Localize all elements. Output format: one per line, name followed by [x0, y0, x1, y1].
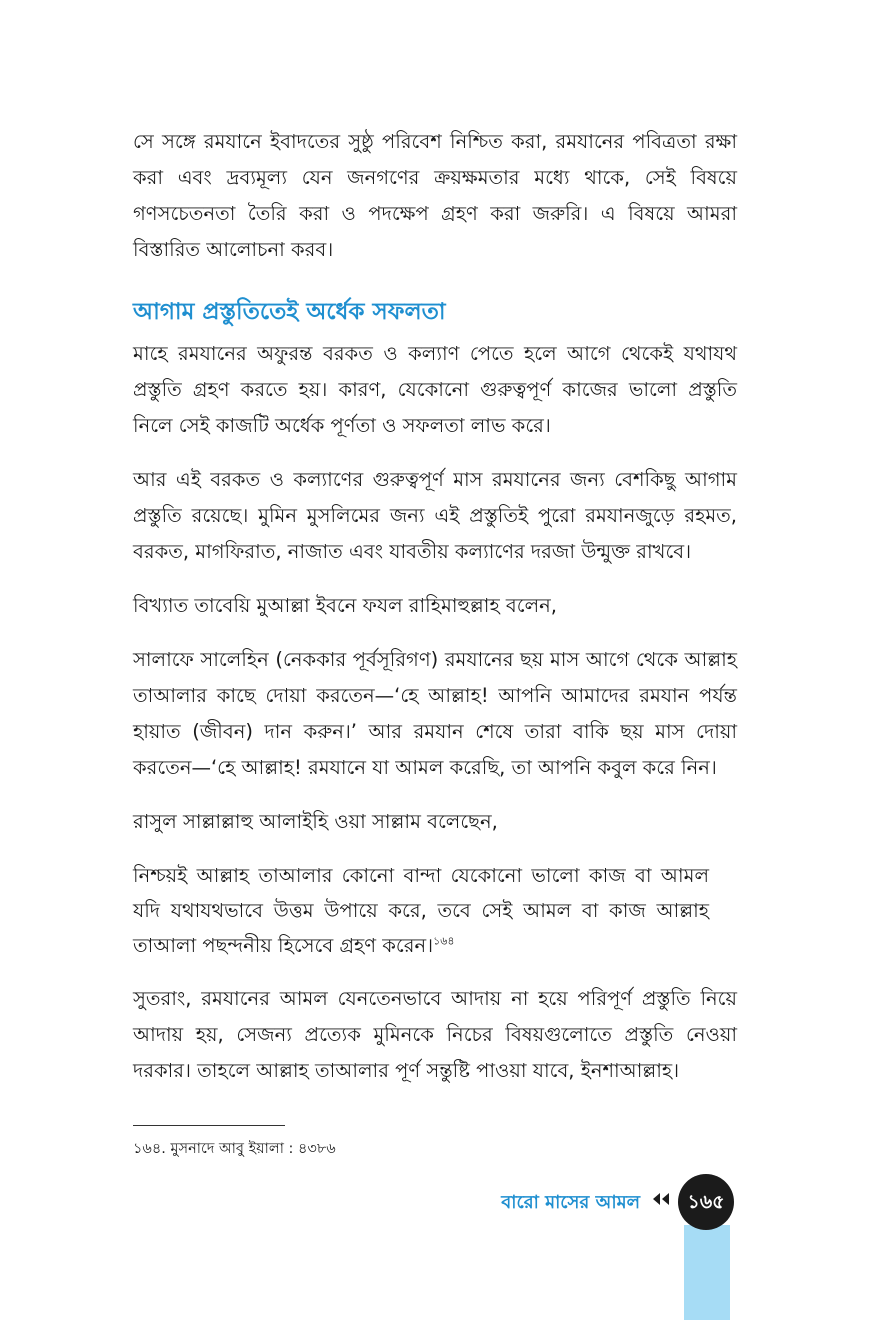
paragraph-1: মাহে রমযানের অফুরন্ত বরকত ও কল্যাণ পেতে হলে আগে থেকেই যথাযথ প্রস্তুতি গ্রহণ করতে হয়। কারণ, যেকোনো গুরুত্বপূর্ণ কাজের ভালো প্রস্তুতি নিলে সেই কাজটি অর্ধেক পূর্ণতা ও সফলতা লাভ করে।	[133, 342, 737, 437]
paragraph-2: আর এই বরকত ও কল্যাণের গুরুত্বপূর্ণ মাস রমযানের জন্য বেশকিছু আগাম প্রস্তুতি রয়েছে। মুমিন মুসলিমের জন্য এই প্রস্তুতিই পুরো রমযানজুড়ে রহমত, বরকত, মাগফিরাত, নাজাত এবং যাবতীয় কল্যাণের দরজা উন্মুক্ত রাখবে।	[133, 468, 737, 563]
paragraph-7: সুতরাং, রমযানের আমল যেনতেনভাবে আদায় না হয়ে পরিপূর্ণ প্রস্তুতি নিয়ে আদায় হয়, সেজন্য প্রত্যেক মুমিনকে নিচের বিষয়গুলোতে প্রস্তুতি নেওয়া দরকার। তাহলে আল্লাহ তাআলার পূর্ণ সন্তুষ্টি পাওয়া যাবে, ইনশাআল্লাহ।	[133, 987, 737, 1082]
footnote-ref[interactable]: ১৬৪	[433, 934, 455, 948]
footnote-divider	[133, 1125, 285, 1126]
paragraph-3: বিখ্যাত তাবেয়ি মুআল্লা ইবনে ফযল রাহিমাহুল্লাহ বলেন,	[133, 594, 557, 617]
section-heading: আগাম প্রস্তুতিতেই অর্ধেক সফলতা	[133, 299, 446, 325]
paragraph-4-quote: সালাফে সালেহিন (নেককার পূর্বসূরিগণ) রমযানের ছয় মাস আগে থেকে আল্লাহ তাআলার কাছে দোয়া করতেন—‘হে আল্লাহ! আপনি আমাদের রমযান পর্যন্ত হায়াত (জীবন) দান করুন।’ আর রমযান শেষে তারা বাকি ছয় মাস দোয়া করতেন—‘হে আল্লাহ! রমযানে যা আমল করেছি, তা আপনি কবুল করে নিন।	[133, 648, 737, 779]
page-tab-strip	[684, 1225, 730, 1320]
footnote: ১৬৪. মুসনাদে আবু ইয়ালা : ৪৩৮৬	[133, 1141, 336, 1157]
main-text	[133, 124, 737, 1107]
running-title: বারো মাসের আমল	[501, 1192, 640, 1213]
hadith-quote	[133, 858, 737, 963]
double-left-arrow-icon	[650, 1191, 672, 1207]
hadith-text: নিশ্চয়ই আল্লাহ তাআলার কোনো বান্দা যেকোনো ভালো কাজ বা আমল যদি যথাযথভাবে উত্তম উপায়ে করে, তবে সেই আমল বা কাজ আল্লাহ তাআলা পছন্দনীয় হিসেবে গ্রহণ করেন।	[133, 864, 709, 957]
page-number: ১৬৫	[678, 1174, 734, 1230]
intro-paragraph: সে সঙ্গে রমযানে ইবাদতের সুষ্ঠু পরিবেশ নিশ্চিত করা, রমযানের পবিত্রতা রক্ষা করা এবং দ্রব্যমূল্য যেন জনগণের ক্রয়ক্ষমতার মধ্যে থাকে, সেই বিষয়ে গণসচেতনতা তৈরি করা ও পদক্ষেপ গ্রহণ করা জরুরি। এ বিষয়ে আমরা বিস্তারিত আলোচনা করব।	[133, 130, 737, 261]
paragraph-5: রাসুল সাল্লাল্লাহু আলাইহি ওয়া সাল্লাম বলেছেন,	[133, 810, 498, 833]
